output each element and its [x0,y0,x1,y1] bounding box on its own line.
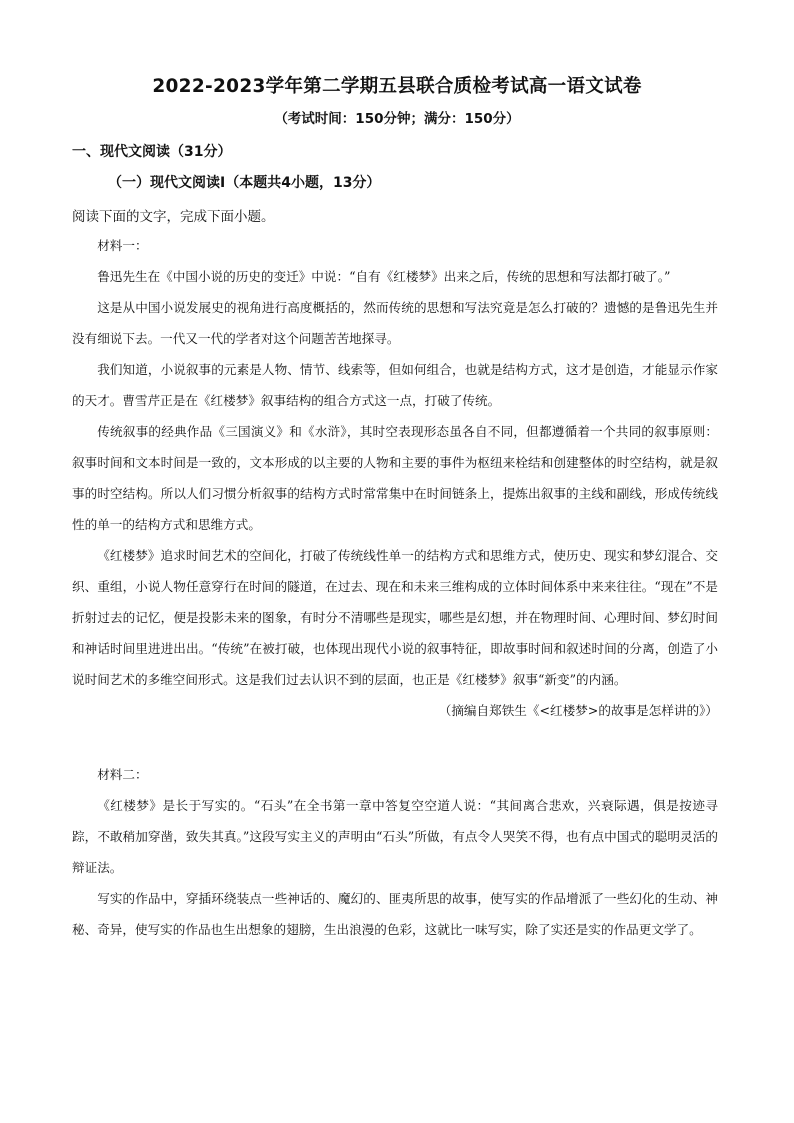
material-one-label: 材料一： [97,238,148,253]
subsection-heading: （一）现代文阅读Ⅰ（本题共4小题，13分） [108,175,381,191]
section-heading: 一、现代文阅读（31分） [72,144,232,160]
material-one-paragraph: 《红楼梦》追求时间艺术的空间化，打破了传统线性单一的结构方式和思维方式，使历史、现实和梦幻混合、交织、重组，小说人物任意穿行在时间的隧道，在过去、现在和未来三维构成的立体时间体系中来来往往。“现在”不是折射过去的记忆，便是投影未来的图象，有时分不清哪些是现实，哪些是幻想，并在物理时间、心理时间、梦幻时间和神话时间里进进出出。“传统”在被打破，也体现出现代小说的叙事特征，即故事时间和叙述时间的分离，创造了小说时间艺术的多维空间形式。这是我们过去认识不到的层面，也正是《红楼梦》叙事“新变”的内涵。 [72,548,718,687]
material-one-paragraph: 传统叙事的经典作品《三国演义》和《水浒》，其时空表现形态虽各自不同，但都遵循着一个共同的叙事原则：叙事时间和文本时间是一致的，文本形成的以主要的人物和主要的事件为枢纽来栓结和创建整体的时空结构，就是叙事的时空结构。所以人们习惯分析叙事的结构方式时常常集中在时间链条上，提炼出叙事的主线和副线，形成传统线性的单一的结构方式和思维方式。 [72,424,718,532]
material-two [72,759,718,945]
material-two-label: 材料二： [97,767,148,782]
exam-title: 2022-2023学年第二学期五县联合质检考试高一语文试卷 [152,76,642,97]
material-one [72,230,718,726]
material-one-paragraph: 我们知道，小说叙事的元素是人物、情节、线索等，但如何组合，也就是结构方式，这才是创造，才能显示作家的天才。曹雪芹正是在《红楼梦》叙事结构的组合方式这一点，打破了传统。 [72,362,718,408]
material-one-source: （摘编自郑铁生《<红楼梦>的故事是怎样讲的》） [438,703,718,718]
material-one-paragraph: 这是从中国小说发展史的视角进行高度概括的，然而传统的思想和写法究竟是怎么打破的？遗憾的是鲁迅先生并没有细说下去。一代又一代的学者对这个问题苦苦地探寻。 [72,300,718,346]
material-two-paragraph: 《红楼梦》是长于写实的。“石头”在全书第一章中答复空空道人说：“其间离合悲欢，兴衰际遇，俱是按迹寻踪，不敢稍加穿凿，致失其真。”这段写实主义的声明由“石头”所做，有点令人哭笑不得，也有点中国式的聪明灵活的辩证法。 [72,798,718,875]
reading-instruction: 阅读下面的文字，完成下面小题。 [72,209,275,225]
material-one-paragraph: 鲁迅先生在《中国小说的历史的变迁》中说：“自有《红楼梦》出来之后，传统的思想和写法都打破了。” [97,269,671,284]
material-two-paragraph: 写实的作品中，穿插环绕装点一些神话的、魔幻的、匪夷所思的故事，使写实的作品增派了一些幻化的生动、神秘、奇异，使写实的作品也生出想象的翅膀，生出浪漫的色彩，这就比一味写实，除了实还是实的作品更文学了。 [72,891,718,937]
exam-subtitle: （考试时间：150分钟；满分：150分） [274,111,520,127]
